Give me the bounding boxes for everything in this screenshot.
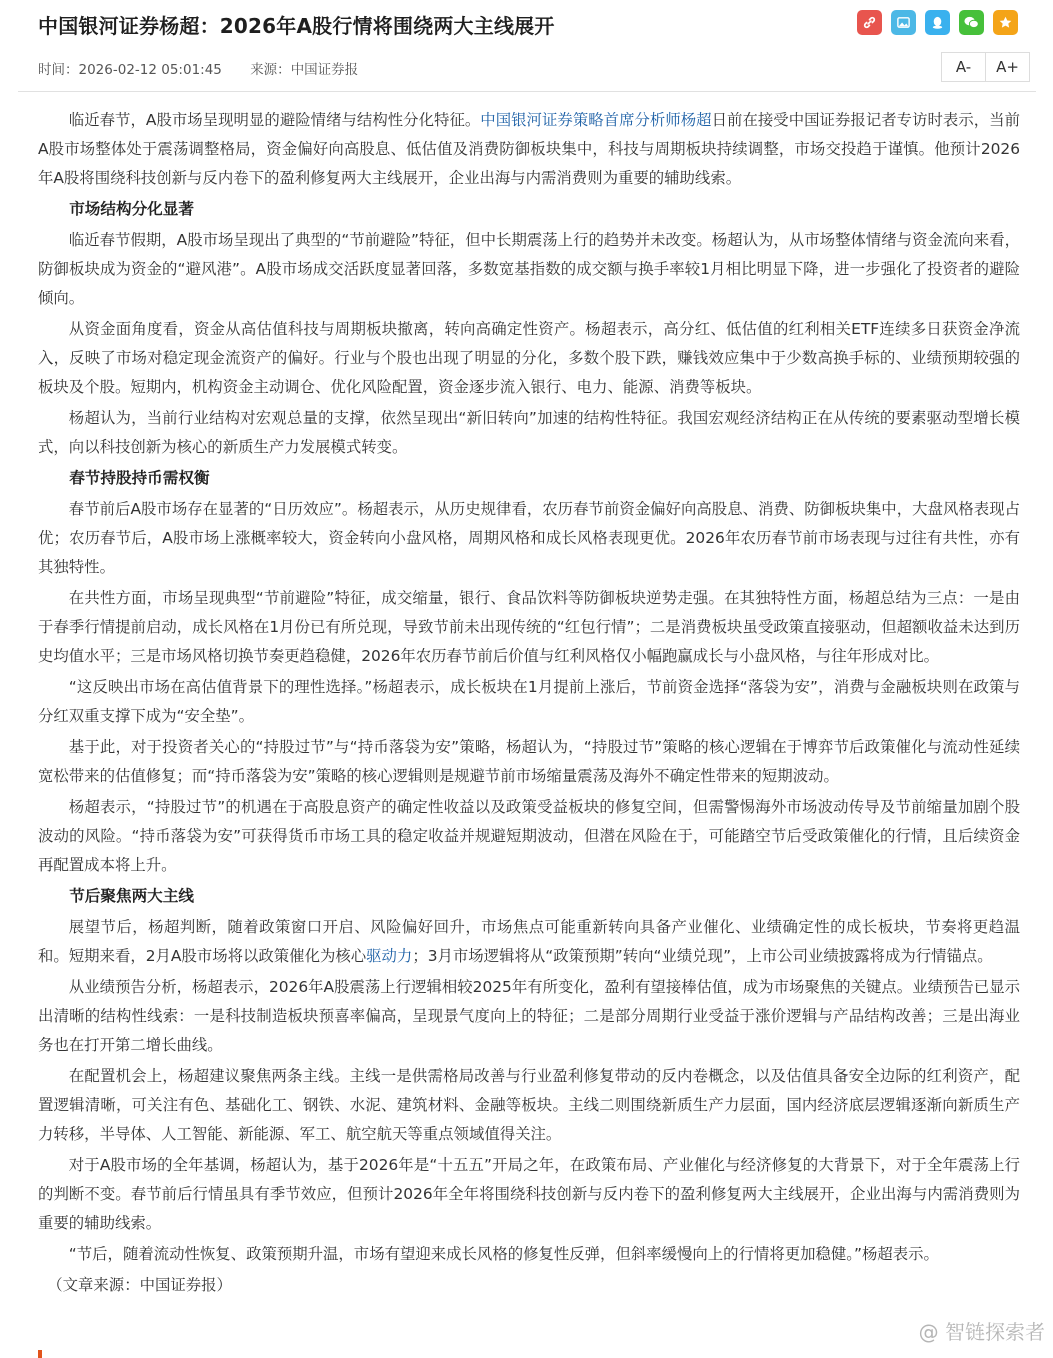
source-value: 中国证券报 — [290, 62, 359, 78]
paragraph-5: 春节前后A股市场存在显著的“日历效应”。杨超表示，从历史规律看，农历春节前资金偏好向高股息、消费、防御板块集中，大盘风格表现占优；农历春节后，A股市场上涨概率较大，资金转向小盘风格，周期风格和成长风格表现更优。2026年农历春节前市场表现与过往有共性，亦有其独特性。 — [38, 500, 1020, 576]
source-label: 来源： — [250, 62, 291, 78]
paragraph-1 — [38, 106, 1020, 193]
paragraph-3: 从资金面角度看，资金从高估值科技与周期板块撤离，转向高确定性资产。杨超表示，高分红、低估值的红利相关ETF连续多日获资金净流入，反映了市场对稳定现金流资产的偏好。行业与个股也出现了明显的分化，多数个股下跌，赚钱效应集中于少数高换手标的、业绩预期较强的板块及个股。短期内，机构资金主动调仓、优化风险配置，资金逐步流入银行、电力、能源、消费等板块。 — [38, 320, 1020, 396]
image-share-icon[interactable] — [891, 10, 916, 35]
paragraph-10-rest: ；3月市场逻辑将从“政策预期”转向“业绩兑现”，上市公司业绩披露将成为行情锚点。 — [412, 947, 993, 965]
watermark: @ 智链探索者 — [918, 1320, 1045, 1344]
paragraph-8: 基于此，对于投资者关心的“持股过节”与“持币落袋为安”策略，杨超认为，“持股过节”策略的核心逻辑在于博弈节后政策催化与流动性延续宽松带来的估值修复；而“持币落袋为安”策略的核心逻辑则是规避节前市场缩量震荡及海外不确定性带来的短期波动。 — [38, 738, 1020, 785]
paragraph-2: 临近春节假期，A股市场呈现出了典型的“节前避险”特征，但中长期震荡上行的趋势并未改变。杨超认为，从市场整体情绪与资金流向来看，防御板块成为资金的“避风港”。A股市场成交活跃度显著回落，多数宽基指数的成交额与换手率较1月相比明显下降，进一步强化了投资者的避险倾向。 — [38, 231, 1020, 307]
paragraph-13: 对于A股市场的全年基调，杨超认为，基于2026年是“十五五”开局之年，在政策布局、产业催化与经济修复的大背景下，对于全年震荡上行的判断不变。春节前后行情虽具有季节效应，但预计2026年全年将围绕科技创新与反内卷下的盈利修复两大主线展开，企业出海与内需消费则为重要的辅助线索。 — [38, 1156, 1020, 1232]
section-marker — [38, 1350, 42, 1358]
paragraph-10-lead: 展望节后，杨超判断，随着政策窗口开启、风险偏好回升，市场焦点可能重新转向具备产业催化、业绩确定性的成长板块，节奏将更趋温和。短期来看，2月A股市场将以政策催化为核心 — [38, 918, 1020, 965]
publish-time — [38, 62, 222, 78]
favorite-star-icon[interactable] — [993, 10, 1018, 35]
section-heading-1: 市场结构分化显著 — [69, 200, 194, 218]
paragraph-12: 在配置机会上，杨超建议聚焦两条主线。主线一是供需格局改善与行业盈利修复带动的反内卷概念，以及估值具备安全边际的红利资产，配置逻辑清晰，可关注有色、基础化工、钢铁、水泥、建筑材料、金融等板块。主线二则围绕新质生产力层面，国内经济底层逻辑逐渐向新质生产力转移，半导体、人工智能、新能源、军工、航空航天等重点领域值得关注。 — [38, 1067, 1020, 1143]
paragraph-14: “节后，随着流动性恢复、政策预期升温，市场有望迎来成长风格的修复性反弹，但斜率缓慢向上的行情将更加稳健。”杨超表示。 — [68, 1245, 939, 1263]
font-smaller-button[interactable]: A- — [941, 52, 986, 82]
time-label: 时间： — [38, 62, 79, 78]
section-heading-2: 春节持股持币需权衡 — [69, 469, 210, 487]
analyst-link[interactable]: 中国银河证券策略首席分析师杨超 — [480, 111, 712, 129]
paragraph-10 — [38, 913, 1020, 971]
paragraph-11: 从业绩预告分析，杨超表示，2026年A股震荡上行逻辑相较2025年有所变化，盈利有望接棒估值，成为市场聚焦的关键点。业绩预告已显示出清晰的结构性线索：一是科技制造板块预喜率偏高，呈现景气度向上的特征；二是部分周期行业受益于涨价逻辑与产品结构改善；三是出海业务也在打开第二增长曲线。 — [38, 978, 1020, 1054]
link-icon[interactable] — [857, 10, 882, 35]
header-divider — [18, 91, 1036, 92]
font-size-controls — [942, 52, 1030, 82]
article-source-note: （文章来源：中国证券报） — [47, 1276, 232, 1294]
paragraph-1-rest: 日前在接受中国证券报记者专访时表示，当前A股市场整体处于震荡调整格局，资金偏好向高股息、低估值及消费防御板块集中，科技与周期板块持续调整，市场交投趋于谨慎。他预计2026年A股将围绕科技创新与反内卷下的盈利修复两大主线展开，企业出海与内需消费则为重要的辅助线索。 — [38, 111, 1020, 187]
time-value: 2026-02-12 05:01:45 — [78, 62, 222, 78]
article-meta — [38, 58, 382, 78]
paragraph-9: 杨超表示，“持股过节”的机遇在于高股息资产的确定性收益以及政策受益板块的修复空间，但需警惕海外市场波动传导及节前缩量加剧个股波动的风险。“持币落袋为安”可获得货币市场工具的稳定收益并规避短期波动，但潜在风险在于，可能踏空节后受政策催化的行情，且后续资金再配置成本将上升。 — [38, 798, 1020, 874]
paragraph-1-lead: 临近春节，A股市场呈现明显的避险情绪与结构性分化特征。 — [68, 111, 481, 129]
section-heading-3: 节后聚焦两大主线 — [69, 887, 194, 905]
article-source — [250, 62, 358, 78]
wechat-icon[interactable] — [959, 10, 984, 35]
page-title: 中国银河证券杨超：2026年A股行情将围绕两大主线展开 — [38, 14, 555, 38]
share-toolbar — [857, 10, 1018, 35]
article-body — [38, 106, 1020, 1302]
qq-icon[interactable] — [925, 10, 950, 35]
paragraph-6: 在共性方面，市场呈现典型“节前避险”特征，成交缩量，银行、食品饮料等防御板块逆势走强。在其独特性方面，杨超总结为三点：一是由于春季行情提前启动，成长风格在1月份已有所兑现，导致节前未出现传统的“红包行情”；二是消费板块虽受政策直接驱动，但超额收益未达到历史均值水平；三是市场风格切换节奏更趋稳健，2026年农历春节前后价值与红利风格仅小幅跑赢成长与小盘风格，与往年形成对比。 — [38, 589, 1020, 665]
article-header — [0, 0, 1053, 95]
font-larger-button[interactable]: A+ — [985, 52, 1030, 82]
paragraph-4: 杨超认为，当前行业结构对宏观总量的支撑，依然呈现出“新旧转向”加速的结构性特征。我国宏观经济结构正在从传统的要素驱动型增长模式，向以科技创新为核心的新质生产力发展模式转变。 — [38, 409, 1020, 456]
driving-force-link[interactable]: 驱动力 — [366, 947, 413, 965]
paragraph-7: “这反映出市场在高估值背景下的理性选择。”杨超表示，成长板块在1月提前上涨后，节前资金选择“落袋为安”，消费与金融板块则在政策与分红双重支撑下成为“安全垫”。 — [38, 678, 1020, 725]
